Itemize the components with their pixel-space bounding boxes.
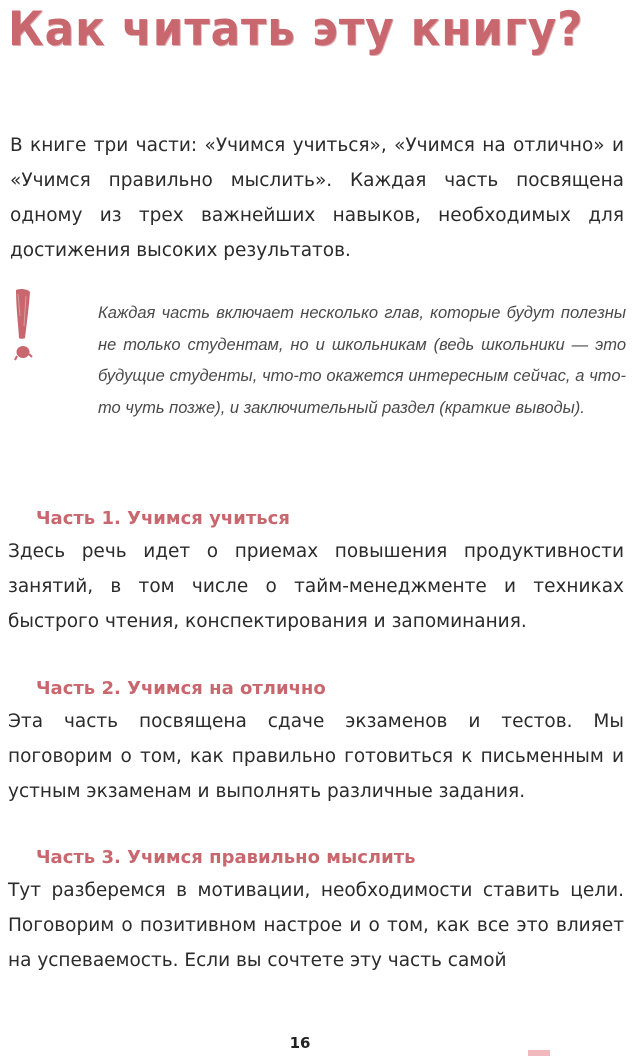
section-text: Эта часть посвящена сдаче экзаменов и тестов. Мы поговорим о том, как правильно готовиться к письменным и устным экзаменам и выполнять различные задания. xyxy=(8,711,624,802)
page-number: 16 xyxy=(289,1034,311,1052)
section-part-1 xyxy=(8,504,624,639)
note-text: Каждая часть включает несколько глав, которые будут полезны не только студентам, но и школьникам (ведь школьники — это будущие студенты, что-то окажется интересным сейчас, а что-то чуть позже), и заключительный раздел (краткие выводы). xyxy=(98,304,626,417)
exclamation-icon xyxy=(8,286,38,366)
page-edge-mark xyxy=(528,1050,550,1056)
section-part-3 xyxy=(8,843,624,978)
section-text: Тут разберемся в мотивации, необходимости ставить цели. Поговорим о позитивном настрое и о том, как все это влияет на успеваемость. Если вы сочтете эту часть самой xyxy=(8,880,624,971)
section-heading: Часть 1. Учимся учиться xyxy=(36,508,290,529)
intro-paragraph: В книге три части: «Учимся учиться», «Учимся на отлично» и «Учимся правильно мыслить». Каждая часть посвящена одному из трех важнейших навыков, необходимых для достижения высоких результатов. xyxy=(10,135,624,261)
section-part-2 xyxy=(8,674,624,809)
page-title: Как читать эту книгу? xyxy=(8,2,584,57)
section-heading: Часть 2. Учимся на отлично xyxy=(36,678,326,699)
section-text: Здесь речь идет о приемах повышения продуктивности занятий, в том числе о тайм-менеджменте и техниках быстрого чтения, конспектирования и запоминания. xyxy=(8,541,624,632)
section-heading: Часть 3. Учимся правильно мыслить xyxy=(36,847,416,868)
